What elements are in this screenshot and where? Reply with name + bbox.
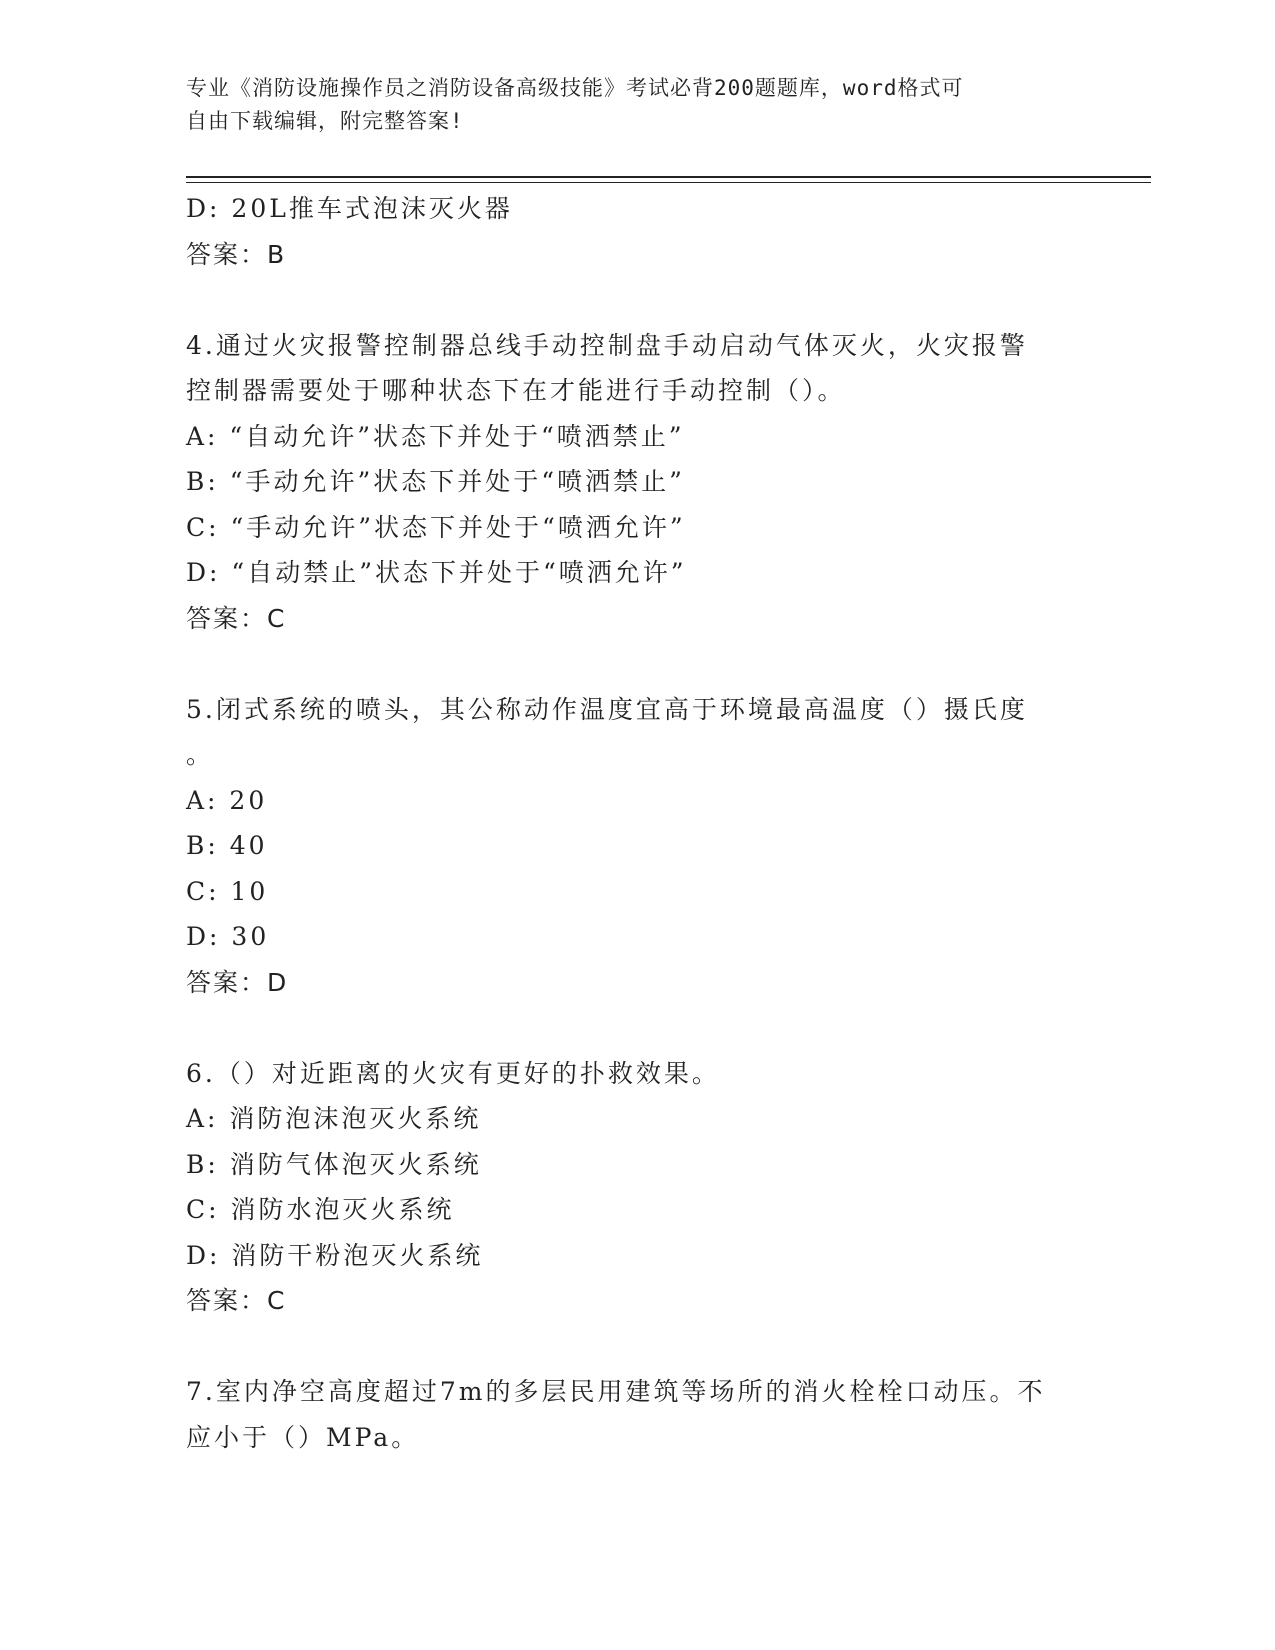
answer-line: 答案：C bbox=[186, 1286, 287, 1315]
option-a: A: “自动允许”状态下并处于“喷洒禁止” bbox=[186, 421, 685, 451]
header-rule-thin bbox=[186, 182, 1151, 183]
question-stem-continued: 应小于（）MPa。 bbox=[186, 1422, 420, 1452]
header-rule-thick bbox=[186, 176, 1151, 178]
spacer bbox=[186, 1324, 1086, 1370]
answer-line: 答案：D bbox=[186, 967, 289, 997]
option-d: D: 30 bbox=[186, 922, 270, 951]
question-5 bbox=[186, 687, 1086, 1006]
option-c: C: 10 bbox=[186, 876, 269, 906]
option-d: D: 消防干粉泡灭火系统 bbox=[186, 1240, 484, 1270]
header-line-1: 专业《消防设施操作员之消防设备高级技能》考试必背200题题库，word格式可 bbox=[186, 76, 964, 100]
option-d: D: 20L推车式泡沫灭火器 bbox=[186, 194, 513, 223]
question-stem-continued: 控制器需要处于哪种状态下在才能进行手动控制（）。 bbox=[186, 376, 846, 405]
option-a: A: 消防泡沫泡灭火系统 bbox=[186, 1104, 482, 1133]
option-a: A: 20 bbox=[186, 785, 268, 815]
question-7 bbox=[186, 1369, 1086, 1460]
spacer bbox=[186, 277, 1086, 323]
option-b: B: 消防气体泡灭火系统 bbox=[186, 1149, 482, 1179]
spacer bbox=[186, 1005, 1086, 1051]
header-line-2: 自由下载编辑，附完整答案! bbox=[186, 109, 464, 133]
question-6 bbox=[186, 1051, 1086, 1324]
question-list bbox=[186, 186, 1086, 1460]
question-3-tail bbox=[186, 186, 1086, 277]
question-stem: 7.室内净空高度超过7m的多层民用建筑等场所的消火栓栓口动压。不 bbox=[186, 1377, 1046, 1406]
spacer bbox=[186, 641, 1086, 687]
answer-line: 答案：C bbox=[186, 603, 287, 633]
option-c: C: 消防水泡灭火系统 bbox=[186, 1195, 455, 1224]
option-d: D: “自动禁止”状态下并处于“喷洒允许” bbox=[186, 558, 687, 587]
answer-line: 答案：B bbox=[186, 239, 287, 269]
option-b: B: “手动允许”状态下并处于“喷洒禁止” bbox=[186, 467, 685, 496]
question-4 bbox=[186, 323, 1086, 642]
question-stem: 5.闭式系统的喷头，其公称动作温度宜高于环境最高温度（）摄氏度 bbox=[186, 694, 1028, 724]
question-stem: 4.通过火灾报警控制器总线手动控制盘手动启动气体灭火，火灾报警 bbox=[186, 330, 1028, 360]
question-stem: 6.（）对近距离的火灾有更好的扑救效果。 bbox=[186, 1058, 720, 1088]
option-c: C: “手动允许”状态下并处于“喷洒允许” bbox=[186, 512, 686, 542]
question-stem-continued: 。 bbox=[186, 740, 215, 769]
option-b: B: 40 bbox=[186, 831, 268, 860]
document-header bbox=[186, 72, 1066, 138]
